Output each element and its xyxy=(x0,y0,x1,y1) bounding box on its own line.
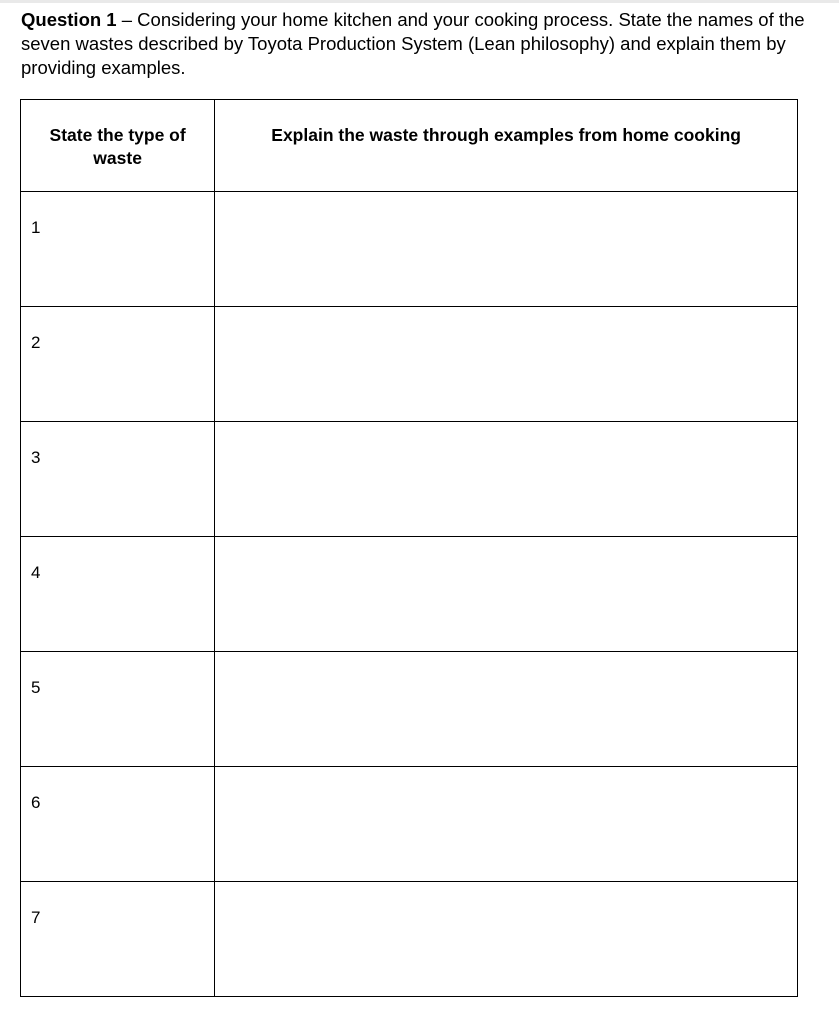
waste-type-cell[interactable] xyxy=(21,307,215,422)
waste-type-cell[interactable] xyxy=(21,652,215,767)
page-top-divider xyxy=(0,0,839,3)
table-row xyxy=(21,767,798,882)
table-row xyxy=(21,307,798,422)
row-number: 7 xyxy=(31,908,41,927)
row-number: 2 xyxy=(31,333,41,352)
waste-type-cell[interactable] xyxy=(21,422,215,537)
waste-type-cell[interactable] xyxy=(21,767,215,882)
table-header-row xyxy=(21,100,798,192)
row-number: 6 xyxy=(31,793,41,812)
row-number: 1 xyxy=(31,218,41,237)
row-number: 4 xyxy=(31,563,41,582)
waste-explanation-cell[interactable] xyxy=(215,307,798,422)
table-row xyxy=(21,652,798,767)
waste-explanation-cell[interactable] xyxy=(215,422,798,537)
question-label: Question 1 xyxy=(21,9,117,30)
waste-explanation-cell[interactable] xyxy=(215,767,798,882)
waste-explanation-cell[interactable] xyxy=(215,192,798,307)
waste-table xyxy=(20,99,798,997)
table-row xyxy=(21,422,798,537)
row-number: 3 xyxy=(31,448,41,467)
table-row xyxy=(21,192,798,307)
header-type-of-waste: State the type of waste xyxy=(21,100,215,192)
table-row xyxy=(21,537,798,652)
question-body: – Considering your home kitchen and your cooking process. State the names of the seven wastes described by Toyota Production System (Lean philosophy) and explain them by providing examples. xyxy=(21,9,805,78)
waste-type-cell[interactable] xyxy=(21,537,215,652)
header-explanation: Explain the waste through examples from home cooking xyxy=(215,100,798,192)
row-number: 5 xyxy=(31,678,41,697)
waste-type-cell[interactable] xyxy=(21,882,215,997)
table-row xyxy=(21,882,798,997)
waste-explanation-cell[interactable] xyxy=(215,882,798,997)
question-text xyxy=(21,8,821,80)
waste-explanation-cell[interactable] xyxy=(215,652,798,767)
waste-type-cell[interactable] xyxy=(21,192,215,307)
waste-explanation-cell[interactable] xyxy=(215,537,798,652)
